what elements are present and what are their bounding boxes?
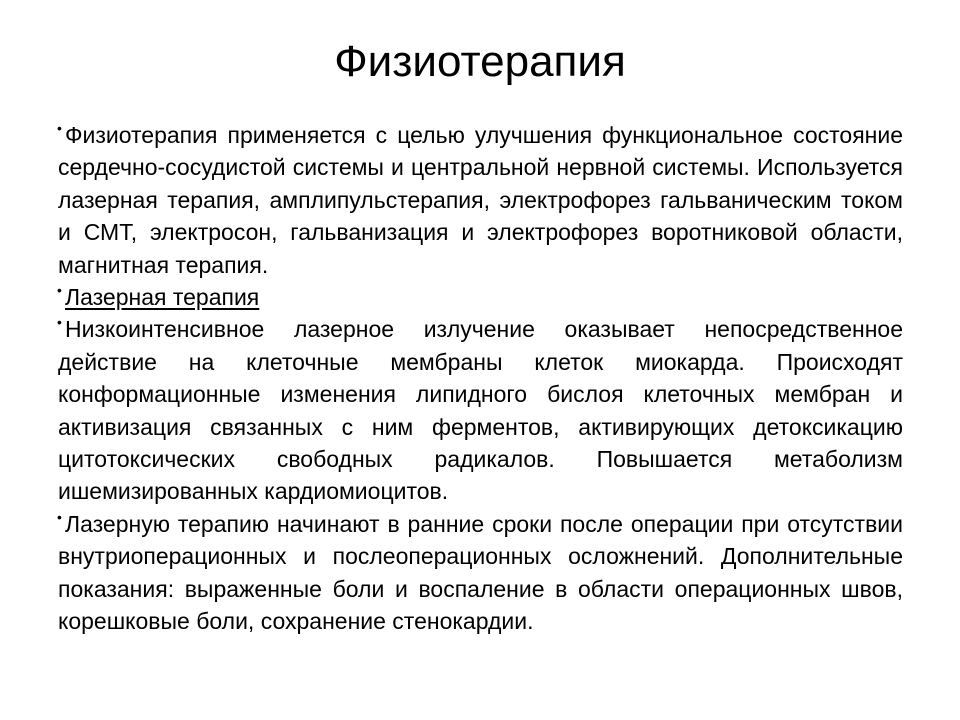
paragraph-physiotherapy-overview: [58, 119, 903, 281]
bullet-icon: •: [57, 508, 62, 525]
slide-title: Физиотерапия: [334, 37, 626, 86]
laser-therapy-heading: Лазерная терапия: [65, 284, 260, 311]
bullet-icon: •: [57, 282, 62, 299]
paragraph-text: Низкоинтенсивное лазерное излучение оказывает непосредственное действие на клеточные мембраны клеток миокарда. Происходят конформационные изменения липидного бислоя клеточных мембран и активизация связанных с ним ферментов, активирующих детоксикацию цитотоксических свободных радикалов. Повышается метаболизм ишемизированных кардиомиоцитов.: [58, 316, 903, 505]
paragraph-laser-indications: [58, 508, 903, 638]
bullet-icon: •: [57, 120, 62, 136]
paragraph-laser-therapy-heading: [58, 281, 903, 313]
paragraph-text: Лазерную терапию начинают в ранние сроки после операции при отсутствии внутриоперационных и послеоперационных осложнений. Дополнительные показания: выраженные боли и воспаление в области операционных швов, корешковые боли, сохранение стенокардии.: [58, 510, 903, 635]
paragraph-text: Физиотерапия применяется с целью улучшения функциональное состояние сердечно-сосудистой системы и центральной нервной системы. Используется лазерная терапия, амплипульстерапия, электрофорез гальваническим током и СМТ, электросон, гальванизация и электрофорез воротниковой области, магнитная терапия.: [58, 122, 903, 278]
bullet-icon: •: [57, 314, 62, 331]
paragraph-laser-effects: [58, 313, 903, 507]
slide-content: [58, 119, 903, 638]
